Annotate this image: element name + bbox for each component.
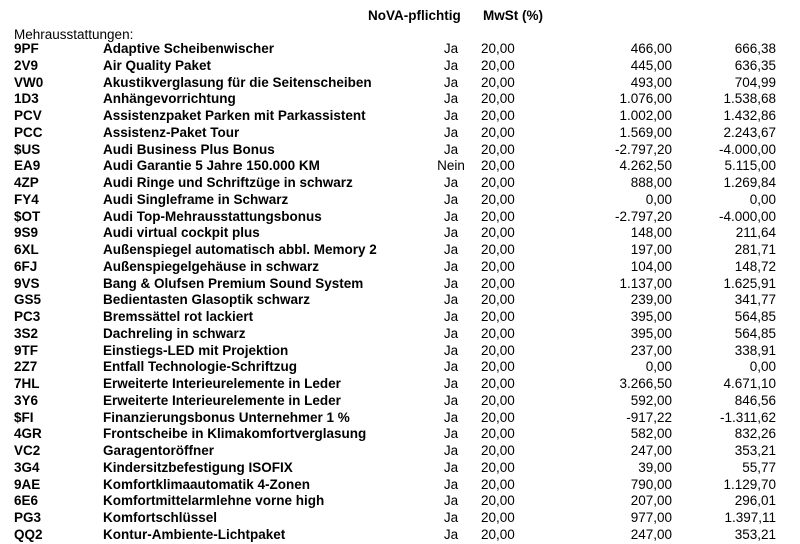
vat-rate: 20,00 (481, 124, 515, 140)
gross-price: 4.671,10 (723, 376, 776, 391)
net-price: 0,00 (645, 191, 672, 207)
option-description: Adaptive Scheibenwischer (103, 41, 275, 56)
gross-price: -4.000,00 (718, 141, 776, 157)
option-description: Audi Business Plus Bonus (103, 141, 275, 157)
gross-price: 211,64 (735, 225, 776, 241)
vat-rate: 20,00 (481, 242, 515, 257)
table-row (0, 393, 800, 410)
table-row (0, 309, 800, 326)
table-row (0, 343, 800, 360)
table-row (0, 142, 800, 159)
option-description: Erweiterte Interieurelemente in Leder (103, 392, 341, 408)
table-row (0, 158, 800, 175)
gross-price: 1.625,91 (723, 275, 776, 291)
vat-rate: 20,00 (481, 108, 515, 123)
nova-flag: Ja (443, 493, 459, 509)
vat-rate: 20,00 (481, 459, 515, 475)
gross-price: 832,26 (734, 426, 776, 442)
header-nova: NoVA-pflichtig (368, 8, 461, 23)
option-description: Komfortmittelarmlehne vorne high (103, 493, 325, 509)
nova-flag: Ja (443, 208, 459, 224)
net-price: 197,00 (630, 242, 672, 257)
option-description: Assistenz-Paket Tour (103, 124, 240, 140)
nova-flag: Ja (443, 342, 459, 358)
option-description: Entfall Technologie-Schriftzug (103, 359, 297, 375)
gross-price: 846,56 (734, 392, 776, 408)
nova-flag: Ja (443, 258, 459, 274)
gross-price: -4.000,00 (718, 208, 776, 224)
net-price: 39,00 (638, 459, 672, 475)
nova-flag: Ja (443, 359, 459, 375)
vat-rate: 20,00 (481, 309, 515, 324)
vat-rate: 20,00 (481, 426, 515, 442)
vat-rate: 20,00 (481, 392, 515, 408)
gross-price: 1.432,86 (723, 108, 776, 123)
vat-rate: 20,00 (481, 57, 515, 73)
option-description: Komfortklimaautomatik 4-Zonen (103, 476, 311, 492)
table-row (0, 259, 800, 276)
vat-rate: 20,00 (481, 225, 515, 241)
vat-rate: 20,00 (481, 359, 515, 375)
option-description: Audi Garantie 5 Jahre 150.000 KM (103, 158, 320, 174)
option-code: 9S9 (14, 225, 39, 241)
nova-flag: Ja (443, 108, 459, 123)
table-row (0, 426, 800, 443)
option-code: 9AE (14, 476, 41, 492)
nova-flag: Ja (443, 242, 459, 257)
net-price: 247,00 (630, 443, 672, 458)
section-title: Mehrausstattungen: (14, 27, 134, 42)
gross-price: 341,77 (734, 292, 776, 308)
net-price: 493,00 (630, 74, 672, 90)
table-row (0, 493, 800, 510)
vat-rate: 20,00 (481, 409, 515, 425)
table-row (0, 58, 800, 75)
option-description: Anhängevorrichtung (103, 91, 236, 107)
net-price: -2.797,20 (614, 208, 672, 224)
option-code: 2Z7 (14, 359, 38, 375)
nova-flag: Ja (443, 510, 459, 525)
option-code: 6FJ (14, 258, 38, 274)
option-description: Bang & Olufsen Premium Sound System (103, 275, 364, 291)
net-price: 592,00 (630, 392, 672, 408)
table-row (0, 125, 800, 142)
net-price: 4.262,50 (619, 158, 672, 174)
option-description: Finanzierungsbonus Unternehmer 1 % (103, 409, 350, 425)
net-price: 1.002,00 (619, 108, 672, 123)
option-description: Audi Top-Mehrausstattungsbonus (103, 208, 322, 224)
vat-rate: 20,00 (481, 158, 515, 174)
table-row (0, 292, 800, 309)
nova-flag: Ja (443, 443, 459, 458)
net-price: 1.076,00 (619, 91, 672, 107)
table-row (0, 276, 800, 293)
table-row (0, 376, 800, 393)
net-price: 888,00 (630, 175, 672, 190)
net-price: 0,00 (645, 359, 672, 375)
vat-rate: 20,00 (481, 443, 515, 458)
table-row (0, 108, 800, 125)
gross-price: 55,77 (742, 459, 776, 475)
gross-price: 1.269,84 (723, 175, 776, 190)
net-price: 466,00 (630, 41, 672, 56)
nova-flag: Ja (443, 141, 459, 157)
gross-price: 666,38 (734, 41, 776, 56)
option-description: Audi Singleframe in Schwarz (103, 191, 289, 207)
net-price: 237,00 (630, 342, 672, 358)
table-row (0, 443, 800, 460)
net-price: 395,00 (630, 309, 672, 324)
gross-price: 564,85 (734, 325, 776, 341)
table-row (0, 527, 800, 544)
option-description: Bedientasten Glasoptik schwarz (103, 292, 311, 308)
nova-flag: Ja (443, 225, 459, 241)
nova-flag: Ja (443, 409, 459, 425)
net-price: 1.569,00 (619, 124, 672, 140)
option-code: 9TF (14, 342, 39, 358)
net-price: 148,00 (630, 225, 672, 241)
header-mwst: MwSt (%) (483, 8, 543, 23)
gross-price: 353,21 (734, 443, 776, 458)
vat-rate: 20,00 (481, 175, 515, 190)
option-description: Audi virtual cockpit plus (103, 225, 260, 241)
net-price: 3.266,50 (619, 376, 672, 391)
vat-rate: 20,00 (481, 476, 515, 492)
option-code: PCV (14, 108, 42, 123)
option-code: PCC (14, 124, 43, 140)
table-row (0, 510, 800, 527)
net-price: -917,22 (626, 409, 672, 425)
option-description: Dachreling in schwarz (103, 325, 246, 341)
vat-rate: 20,00 (481, 526, 515, 542)
nova-flag: Ja (443, 309, 459, 324)
option-description: Einstiegs-LED mit Projektion (103, 342, 289, 358)
net-price: 1.137,00 (619, 275, 672, 291)
option-code: $OT (14, 208, 41, 224)
vat-rate: 20,00 (481, 141, 515, 157)
gross-price: 148,72 (734, 258, 776, 274)
vat-rate: 20,00 (481, 258, 515, 274)
option-description: Frontscheibe in Klimakomfortverglasung (103, 426, 367, 442)
option-code: FY4 (14, 191, 39, 207)
nova-flag: Ja (443, 392, 459, 408)
option-description: Außenspiegelgehäuse in schwarz (103, 258, 320, 274)
nova-flag: Ja (443, 459, 459, 475)
nova-flag: Ja (443, 476, 459, 492)
option-code: PC3 (14, 309, 41, 324)
table-row (0, 175, 800, 192)
nova-flag: Ja (443, 175, 459, 190)
gross-price: 338,91 (734, 342, 776, 358)
option-code: 4ZP (14, 175, 39, 190)
option-code: 9PF (14, 41, 39, 56)
nova-flag: Nein (437, 158, 465, 174)
table-row (0, 410, 800, 427)
vat-rate: 20,00 (481, 41, 515, 56)
nova-flag: Ja (443, 191, 459, 207)
option-description: Audi Ringe und Schriftzüge in schwarz (103, 175, 353, 190)
option-description: Kindersitzbefestigung ISOFIX (103, 459, 293, 475)
table-row (0, 225, 800, 242)
nova-flag: Ja (443, 124, 459, 140)
vat-rate: 20,00 (481, 91, 515, 107)
gross-price: 1.538,68 (723, 91, 776, 107)
options-table (0, 41, 800, 544)
vat-rate: 20,00 (481, 275, 515, 291)
nova-flag: Ja (443, 325, 459, 341)
table-row (0, 242, 800, 259)
vat-rate: 20,00 (481, 191, 515, 207)
net-price: 790,00 (630, 476, 672, 492)
vat-rate: 20,00 (481, 292, 515, 308)
gross-price: 353,21 (734, 526, 776, 542)
table-row (0, 326, 800, 343)
option-code: GS5 (14, 292, 42, 308)
option-description: Komfortschlüssel (103, 510, 218, 525)
table-row (0, 477, 800, 494)
gross-price: -1.311,62 (719, 409, 776, 425)
option-description: Assistenzpaket Parken mit Parkassistent (103, 108, 366, 123)
option-code: PG3 (14, 510, 42, 525)
vat-rate: 20,00 (481, 493, 515, 509)
table-row (0, 359, 800, 376)
gross-price: 564,85 (734, 309, 776, 324)
nova-flag: Ja (443, 292, 459, 308)
gross-price: 1.397,11 (724, 510, 776, 525)
nova-flag: Ja (443, 275, 459, 291)
gross-price: 5.115,00 (724, 158, 776, 174)
net-price: 977,00 (630, 510, 672, 525)
gross-price: 296,01 (734, 493, 776, 509)
vat-rate: 20,00 (481, 376, 515, 391)
option-description: Garagentoröffner (103, 443, 215, 458)
nova-flag: Ja (443, 376, 459, 391)
option-description: Kontur-Ambiente-Lichtpaket (103, 526, 286, 542)
net-price: 395,00 (630, 325, 672, 341)
option-code: $FI (14, 409, 34, 425)
option-code: 9VS (14, 275, 40, 291)
net-price: 239,00 (630, 292, 672, 308)
vat-rate: 20,00 (481, 342, 515, 358)
option-code: 4GR (14, 426, 42, 442)
gross-price: 2.243,67 (723, 124, 776, 140)
option-description: Außenspiegel automatisch abbl. Memory 2 (103, 242, 377, 257)
net-price: 582,00 (630, 426, 672, 442)
gross-price: 1.129,70 (723, 476, 776, 492)
gross-price: 0,00 (749, 191, 776, 207)
nova-flag: Ja (443, 526, 459, 542)
vat-rate: 20,00 (481, 208, 515, 224)
table-row (0, 209, 800, 226)
option-code: 2V9 (14, 57, 39, 73)
gross-price: 636,35 (734, 57, 776, 73)
vat-rate: 20,00 (481, 510, 515, 525)
vat-rate: 20,00 (481, 74, 515, 90)
nova-flag: Ja (443, 41, 459, 56)
nova-flag: Ja (443, 426, 459, 442)
option-code: VC2 (14, 443, 41, 458)
option-description: Air Quality Paket (103, 57, 212, 73)
option-code: 3Y6 (14, 392, 39, 408)
option-code: EA9 (14, 158, 41, 174)
option-code: 6XL (14, 242, 39, 257)
option-code: 3G4 (14, 459, 40, 475)
option-description: Akustikverglasung für die Seitenscheiben (103, 74, 372, 90)
table-row (0, 192, 800, 209)
option-code: VW0 (14, 74, 44, 90)
net-price: 247,00 (630, 526, 672, 542)
gross-price: 0,00 (749, 359, 776, 375)
gross-price: 704,99 (734, 74, 776, 90)
option-description: Bremssättel rot lackiert (103, 309, 254, 324)
nova-flag: Ja (443, 57, 459, 73)
option-code: QQ2 (14, 526, 43, 542)
vat-rate: 20,00 (481, 325, 515, 341)
option-code: 3S2 (14, 325, 39, 341)
net-price: 207,00 (630, 493, 672, 509)
nova-flag: Ja (443, 91, 459, 107)
table-row (0, 460, 800, 477)
net-price: 104,00 (630, 258, 672, 274)
option-description: Erweiterte Interieurelemente in Leder (103, 376, 341, 391)
table-row (0, 75, 800, 92)
gross-price: 281,71 (734, 242, 776, 257)
table-row (0, 41, 800, 58)
option-code: 1D3 (14, 91, 39, 107)
table-row (0, 91, 800, 108)
net-price: 445,00 (630, 57, 672, 73)
option-code: $US (14, 141, 41, 157)
option-code: 6E6 (14, 493, 39, 509)
net-price: -2.797,20 (614, 141, 672, 157)
option-code: 7HL (14, 376, 40, 391)
nova-flag: Ja (443, 74, 459, 90)
